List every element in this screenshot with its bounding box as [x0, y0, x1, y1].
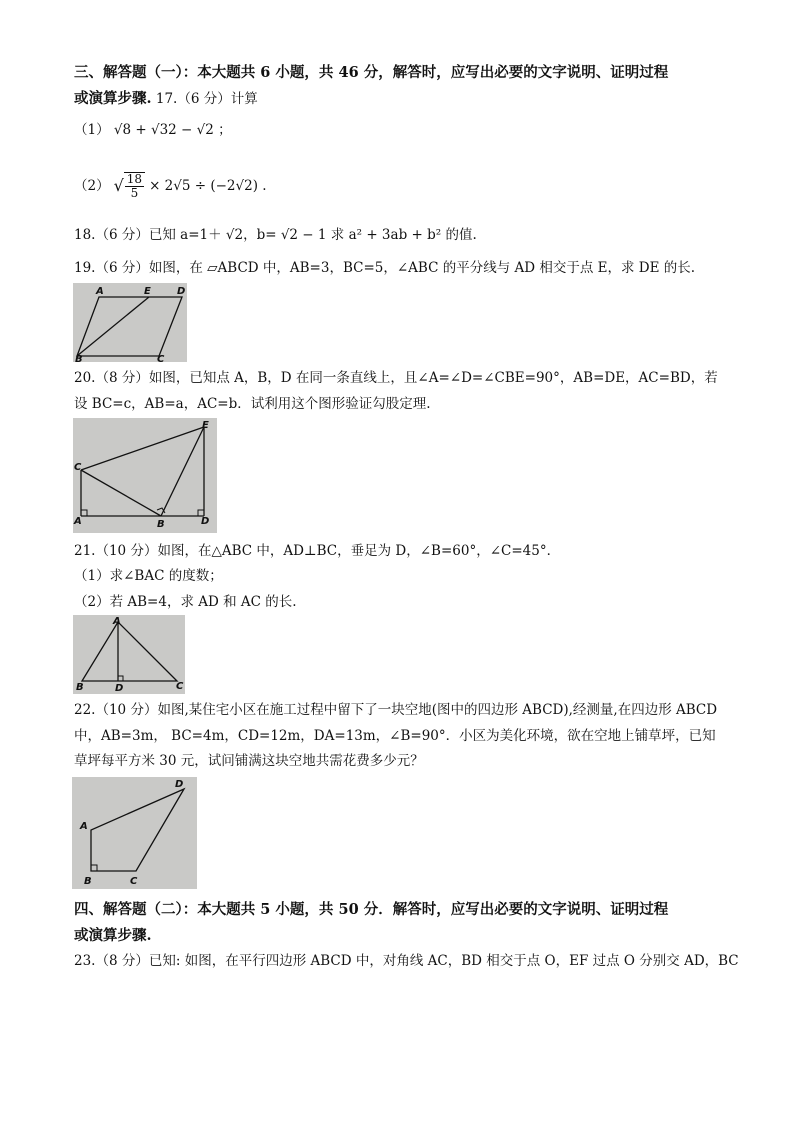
q20-label-a: A — [74, 516, 82, 527]
q21-label-c: C — [176, 681, 184, 692]
q19-label-c: C — [157, 354, 165, 362]
q19-label-a: A — [96, 286, 104, 297]
q21-label-b: B — [76, 682, 84, 693]
q21-triangle-figure — [73, 615, 185, 694]
section-4-heading: 四、解答题（二）：本大题共 5 小题，共 50 分．解答时，应写出必要的文字说明、证明过程 — [74, 901, 669, 918]
q19-label-d: D — [177, 286, 186, 297]
q17-part1 — [74, 121, 232, 139]
q22-label-b: B — [84, 876, 92, 887]
q19-parallelogram-figure — [73, 283, 187, 362]
q20-label-c: C — [74, 462, 82, 473]
q17-part2-label: （2） — [74, 178, 110, 194]
q19-label-e: E — [144, 286, 151, 297]
q22-text-line1: 22.（10 分）如图,某住宅小区在施工过程中留下了一块空地(图中的四边形 ABCD),经测量,在四边形 ABCD — [74, 702, 718, 718]
section-3-heading: 三、解答题（一）：本大题共 6 小题，共 46 分，解答时，应写出必要的文字说明、证明过程 — [74, 64, 669, 81]
q21-label-d: D — [115, 683, 124, 694]
q21-part1: （1）求∠BAC 的度数； — [74, 568, 223, 584]
q22-label-d: D — [175, 779, 184, 790]
q20-label-e: E — [202, 420, 209, 431]
section-4-heading-line2: 或演算步骤. — [74, 927, 152, 944]
q22-text-line2: 中，AB=3m， BC=4m，CD=12m，DA=13m，∠B=90°．小区为美化环境，欲在空地上铺草坪，已知 — [74, 728, 716, 744]
q22-label-c: C — [130, 876, 138, 887]
q17-part1-expression: √8 + √32 − √2 ； — [113, 122, 232, 138]
q17-part2-numerator: 18 — [126, 172, 143, 186]
q17-part1-label: （1） — [74, 122, 110, 138]
q20-label-b: B — [157, 519, 165, 530]
q19-label-b: B — [75, 354, 83, 362]
q20-text-line2: 设 BC=c，AB=a，AC=b．试利用这个图形验证勾股定理. — [74, 396, 431, 412]
q18-text: 18.（6 分）已知 a=1＋ √2，b= √2 − 1 求 a² + 3ab + b² 的值. — [74, 227, 477, 243]
q19-text: 19.（6 分）如图，在 ▱ABCD 中，AB=3，BC=5，∠ABC 的平分线与 AD 相交于点 E，求 DE 的长. — [74, 260, 696, 276]
q17-part2: （2） √ $\frac{18}{5}$ × 2√5 ÷ (−2√2) . — [74, 172, 267, 200]
q22-text-line3: 草坪每平方米 30 元，试问铺满这块空地共需花费多少元？ — [74, 753, 424, 769]
q17-part2-fraction — [124, 172, 145, 200]
q21-text-line1: 21.（10 分）如图，在△ABC 中，AD⊥BC，垂足为 D，∠B=60°，∠C=45°． — [74, 543, 561, 559]
q20-text-line1: 20.（8 分）如图，已知点 A，B，D 在同一条直线上，且∠A=∠D=∠CBE=90°，AB=DE，AC=BD，若 — [74, 370, 718, 386]
q17-part2-expression: × 2√5 ÷ (−2√2) . — [149, 178, 267, 194]
q20-trapezoid-figure — [73, 418, 217, 533]
q21-label-a: A — [113, 616, 121, 627]
q23-text: 23.（8 分）已知: 如图，在平行四边形 ABCD 中，对角线 AC，BD 相交于点 O，EF 过点 O 分别交 AD，BC — [74, 953, 739, 969]
q22-label-a: A — [80, 821, 88, 832]
q20-label-d: D — [201, 516, 210, 527]
q17-heading: 17.（6 分）计算 — [155, 91, 258, 107]
section-3-heading-line2: 或演算步骤. — [74, 90, 152, 107]
q21-part2: （2）若 AB=4，求 AD 和 AC 的长. — [74, 594, 297, 610]
q22-quadrilateral-figure — [72, 777, 197, 889]
section-3-heading-cont — [74, 90, 258, 108]
q17-part2-denominator: 5 — [130, 186, 139, 200]
